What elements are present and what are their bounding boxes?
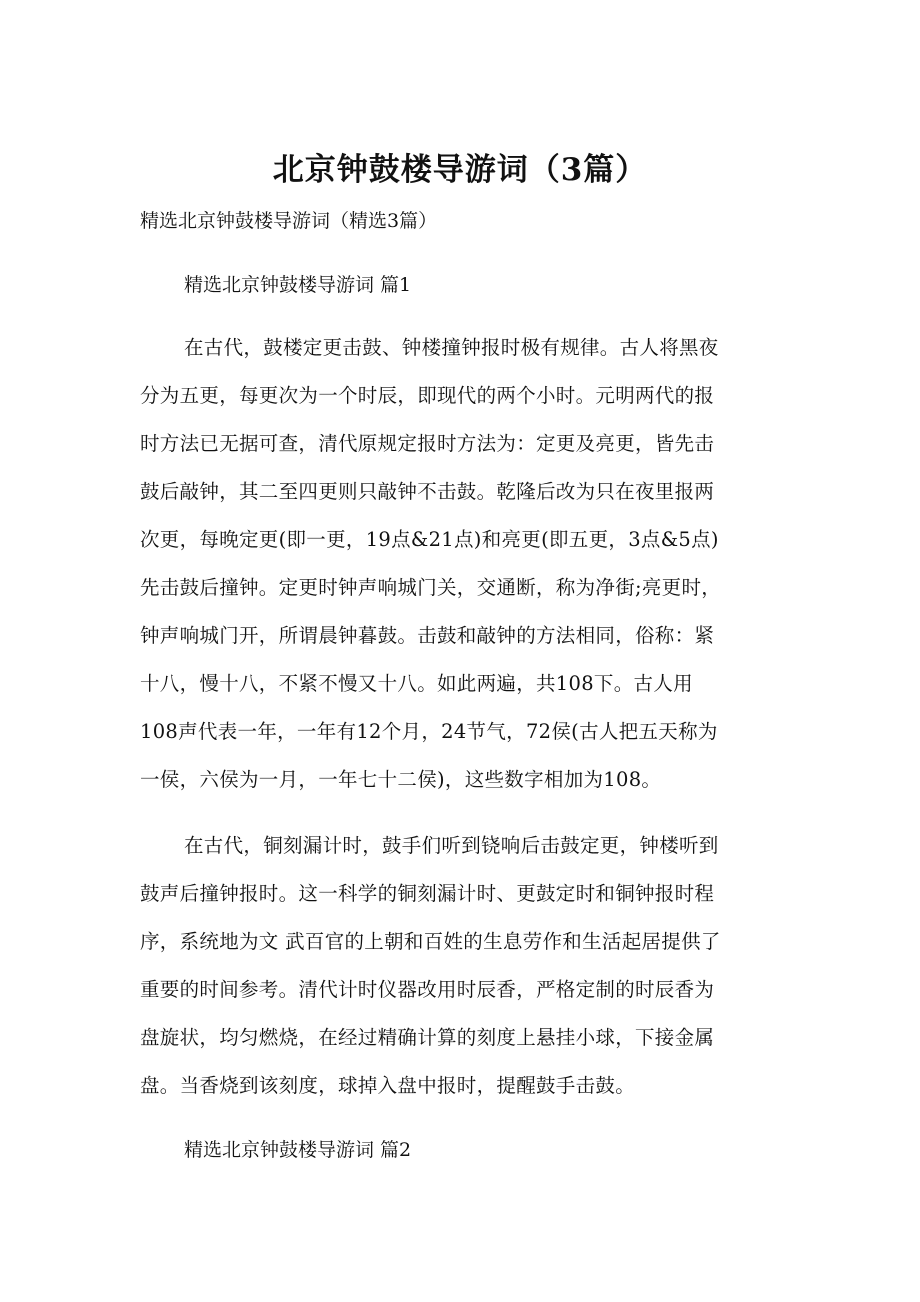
section-heading-1: 精选北京钟鼓楼导游词 篇1: [184, 274, 412, 296]
paragraph-line: 一侯，六侯为一月，一年七十二侯)，这些数字相加为108。: [140, 768, 662, 791]
document-title: 北京钟鼓楼导游词（3篇）: [272, 152, 648, 188]
paragraph-line: 盘旋状，均匀燃烧，在经过精确计算的刻度上悬挂小球，下接金属: [140, 1026, 715, 1049]
paragraph-2: [140, 822, 800, 1110]
paragraph-line: 钟声响城门开，所谓晨钟暮鼓。击鼓和敲钟的方法相同，俗称：紧: [140, 624, 715, 647]
paragraph-line: 次更，每晚定更(即一更，19点&21点)和亮更(即五更，3点&5点): [140, 528, 719, 551]
paragraph-line: 在古代，鼓楼定更击鼓、钟楼撞钟报时极有规律。古人将黑夜: [184, 336, 719, 359]
paragraph-line: 108声代表一年，一年有12个月，24节气，72侯(古人把五天称为: [140, 720, 718, 743]
paragraph-line: 时方法已无据可查，清代原规定报时方法为：定更及亮更，皆先击: [140, 432, 715, 455]
paragraph-line: 分为五更，每更次为一个时辰，即现代的两个小时。元明两代的报: [140, 384, 715, 407]
paragraph-line: 序，系统地为文 武百官的上朝和百姓的生息劳作和生活起居提供了: [140, 930, 721, 953]
paragraph-line: 鼓声后撞钟报时。这一科学的铜刻漏计时、更鼓定时和铜钟报时程: [140, 882, 715, 905]
paragraph-line: 在古代，铜刻漏计时，鼓手们听到铙响后击鼓定更，钟楼听到: [184, 834, 719, 857]
paragraph-line: 十八，慢十八，不紧不慢又十八。如此两遍，共108下。古人用: [140, 672, 693, 695]
paragraph-line: 鼓后敲钟，其二至四更则只敲钟不击鼓。乾隆后改为只在夜里报两: [140, 480, 715, 503]
paragraph-line: 盘。当香烧到该刻度，球掉入盘中报时，提醒鼓手击鼓。: [140, 1074, 636, 1097]
document-subtitle: 精选北京钟鼓楼导游词（精选3篇）: [140, 210, 438, 232]
paragraph-1: [140, 324, 800, 804]
section-heading-2: 精选北京钟鼓楼导游词 篇2: [184, 1139, 412, 1161]
paragraph-line: 先击鼓后撞钟。定更时钟声响城门关，交通断，称为净街;亮更时，: [140, 576, 722, 599]
paragraph-line: 重要的时间参考。清代计时仪器改用时辰香，严格定制的时辰香为: [140, 978, 715, 1001]
